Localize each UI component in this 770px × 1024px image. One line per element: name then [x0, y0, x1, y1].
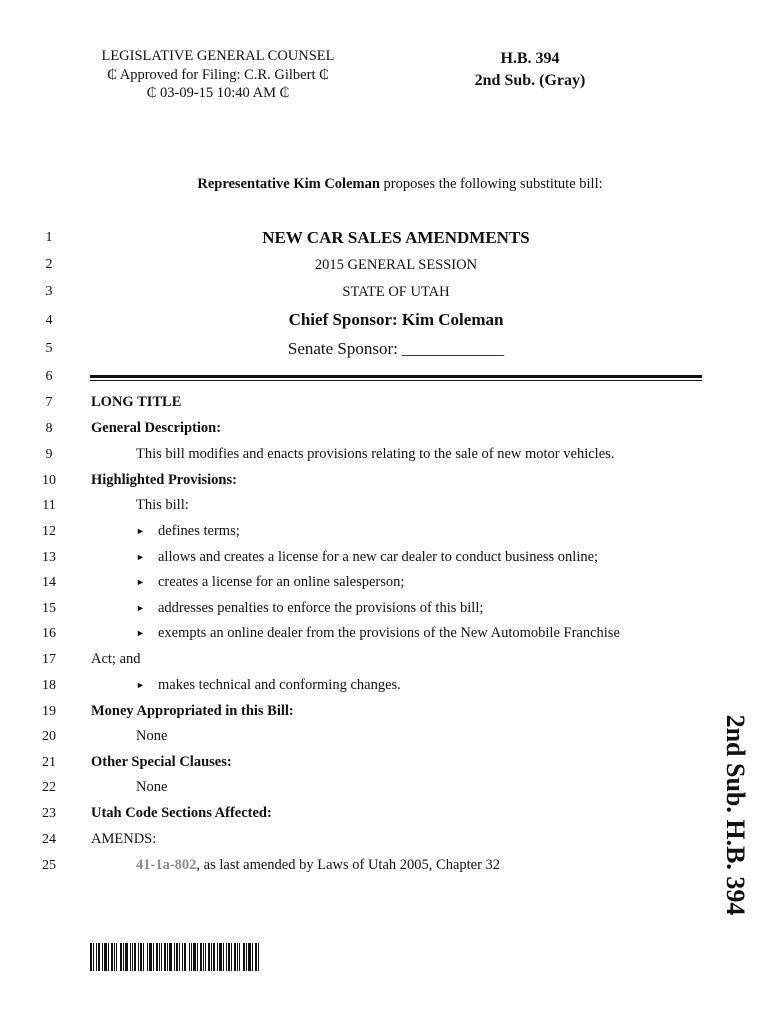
line-number: 1 [45, 230, 53, 245]
counsel-header [88, 47, 348, 103]
provision-text: addresses penalties to enforce the provisions of this bill; [158, 600, 484, 616]
representative-name: Representative Kim Coleman [197, 176, 380, 192]
provision-item [136, 600, 483, 617]
line-number: 6 [45, 369, 53, 384]
line-number: 22 [42, 780, 56, 795]
provision-item [136, 625, 620, 642]
triangle-right-icon: ► [136, 603, 145, 613]
line-number: 23 [42, 806, 56, 821]
line-number: 19 [42, 704, 56, 719]
amended-section-text: , as last amended by Laws of Utah 2005, Chapter 32 [196, 857, 501, 873]
chief-sponsor: Chief Sponsor: Kim Coleman [288, 310, 504, 329]
provision-item [136, 549, 598, 566]
provision-continuation: Act; and [91, 651, 141, 667]
senate-sponsor: Senate Sponsor: ____________ [287, 339, 505, 358]
bill-number: H.B. 394 [500, 50, 560, 67]
sidebar-label-text: 2nd Sub. H.B. 394 [721, 714, 750, 916]
bill-id-header [430, 48, 630, 92]
line-number: 4 [45, 313, 53, 328]
line-number: 11 [42, 498, 56, 513]
line-number: 8 [45, 421, 53, 436]
amended-section [136, 857, 500, 874]
line-number: 5 [45, 341, 53, 356]
title-divider [90, 375, 702, 378]
triangle-right-icon: ► [136, 552, 145, 562]
line-number: 12 [42, 524, 56, 539]
special-clauses-heading: Other Special Clauses: [91, 754, 232, 770]
line-number: 20 [42, 729, 56, 744]
provision-text: exempts an online dealer from the provisions of the New Automobile Franchise [158, 625, 620, 641]
triangle-right-icon: ► [136, 526, 145, 536]
code-section-link[interactable]: 41-1a-802 [136, 857, 197, 873]
line-number: 7 [45, 395, 53, 410]
counsel-name: LEGISLATIVE GENERAL COUNSEL [101, 48, 335, 64]
line-number: 10 [42, 473, 56, 488]
line-number: 2 [45, 257, 53, 272]
line-number: 21 [42, 755, 56, 770]
substitute-label: 2nd Sub. (Gray) [474, 72, 586, 89]
line-number: 14 [42, 575, 56, 590]
bill-title: NEW CAR SALES AMENDMENTS [262, 228, 530, 247]
provision-text: defines terms; [158, 523, 240, 539]
code-sections-heading: Utah Code Sections Affected: [91, 805, 272, 821]
highlighted-provisions-heading: Highlighted Provisions: [91, 472, 237, 488]
long-title-heading: LONG TITLE [91, 394, 182, 410]
approval-datetime: ₵ 03-09-15 10:40 AM ₵ [146, 85, 290, 101]
triangle-right-icon: ► [136, 680, 145, 690]
proposal-text: proposes the following substitute bill: [379, 176, 603, 192]
amends-label: AMENDS: [91, 831, 157, 847]
triangle-right-icon: ► [136, 577, 145, 587]
money-appropriated-heading: Money Appropriated in this Bill: [91, 703, 294, 719]
triangle-right-icon: ► [136, 628, 145, 638]
provision-text: allows and creates a license for a new car dealer to conduct business online; [158, 549, 599, 565]
line-number: 13 [42, 550, 56, 565]
barcode [90, 943, 285, 971]
provision-text: makes technical and conforming changes. [158, 677, 401, 693]
provision-item [136, 523, 240, 540]
provision-item [136, 574, 404, 591]
line-number: 15 [42, 601, 56, 616]
provision-text: creates a license for an online salesperson; [158, 574, 405, 590]
proposal-line [0, 176, 770, 193]
line-number: 16 [42, 626, 56, 641]
state: STATE OF UTAH [342, 284, 450, 300]
general-description-heading: General Description: [91, 420, 222, 436]
line-number: 25 [42, 858, 56, 873]
money-appropriated-value: None [136, 728, 168, 744]
general-description-text: This bill modifies and enacts provisions relating to the sale of new motor vehicles. [136, 446, 615, 462]
line-number: 17 [42, 652, 56, 667]
session: 2015 GENERAL SESSION [314, 257, 478, 273]
approval-line: ₵ Approved for Filing: C.R. Gilbert ₵ [107, 66, 329, 83]
provision-item [136, 677, 401, 694]
this-bill-text: This bill: [136, 497, 189, 513]
line-number: 9 [45, 447, 53, 462]
line-number: 24 [42, 832, 56, 847]
line-number: 3 [45, 284, 53, 299]
special-clauses-value: None [136, 779, 168, 795]
line-number: 18 [42, 678, 56, 693]
title-divider-thin [90, 380, 702, 381]
